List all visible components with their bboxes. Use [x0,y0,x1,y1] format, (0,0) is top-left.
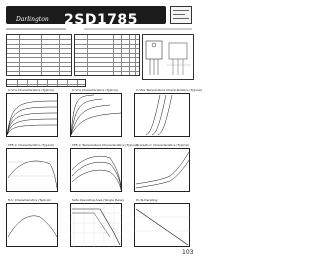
chart-plot [6,203,58,247]
package-outline-drawing [143,35,195,81]
page-number: 103 [182,249,194,256]
chart-title: hFE-Ic Temperature Characteristics (Typical) [72,143,138,147]
chart-title: Pc-Ta Derating [136,198,158,202]
chart-4 [6,143,64,196]
chart-title: Ic-Vce Characteristics (Typical) [8,88,54,92]
chart-plot [70,93,122,137]
chart-title: Safe Operating Area (Single Pulse) [72,198,124,202]
chart-3 [134,88,203,141]
title-bar [6,6,166,28]
chart-plot [70,148,122,192]
chart-title: Ic-Vce Characteristics (Typical) [72,88,118,92]
chart-plot [134,203,190,247]
chart-title: Vce(sat)-Ic Characteristics (Typical) [136,143,189,147]
electrical-characteristics-table [74,34,140,76]
chart-plot [134,93,190,137]
description-line [6,27,194,31]
chart-plot [70,203,122,247]
typical-switching-table [6,79,86,87]
chart-8 [70,198,128,251]
device-description [6,27,194,31]
chart-title: Ic-Vbe Temperature Characteristics (Typical) [136,88,203,92]
chart-plot [134,148,190,192]
chart-plot [6,93,58,137]
chart-6 [134,143,194,196]
chart-title: ft-Ic Characteristics (Typical) [8,198,51,202]
part-number: 2SD1785 [64,12,138,28]
chart-plot [6,148,58,192]
chart-1 [6,88,64,141]
chart-5 [70,143,138,196]
chart-2 [70,88,128,141]
manufacturer-logo [170,6,192,24]
absolute-max-ratings-table [6,34,72,76]
chart-title: hFE-Ic Characteristics (Typical) [8,143,55,147]
external-dimensions-box [142,34,194,80]
series-label: Darlington [16,16,49,23]
chart-7 [6,198,64,251]
chart-9 [134,198,194,251]
